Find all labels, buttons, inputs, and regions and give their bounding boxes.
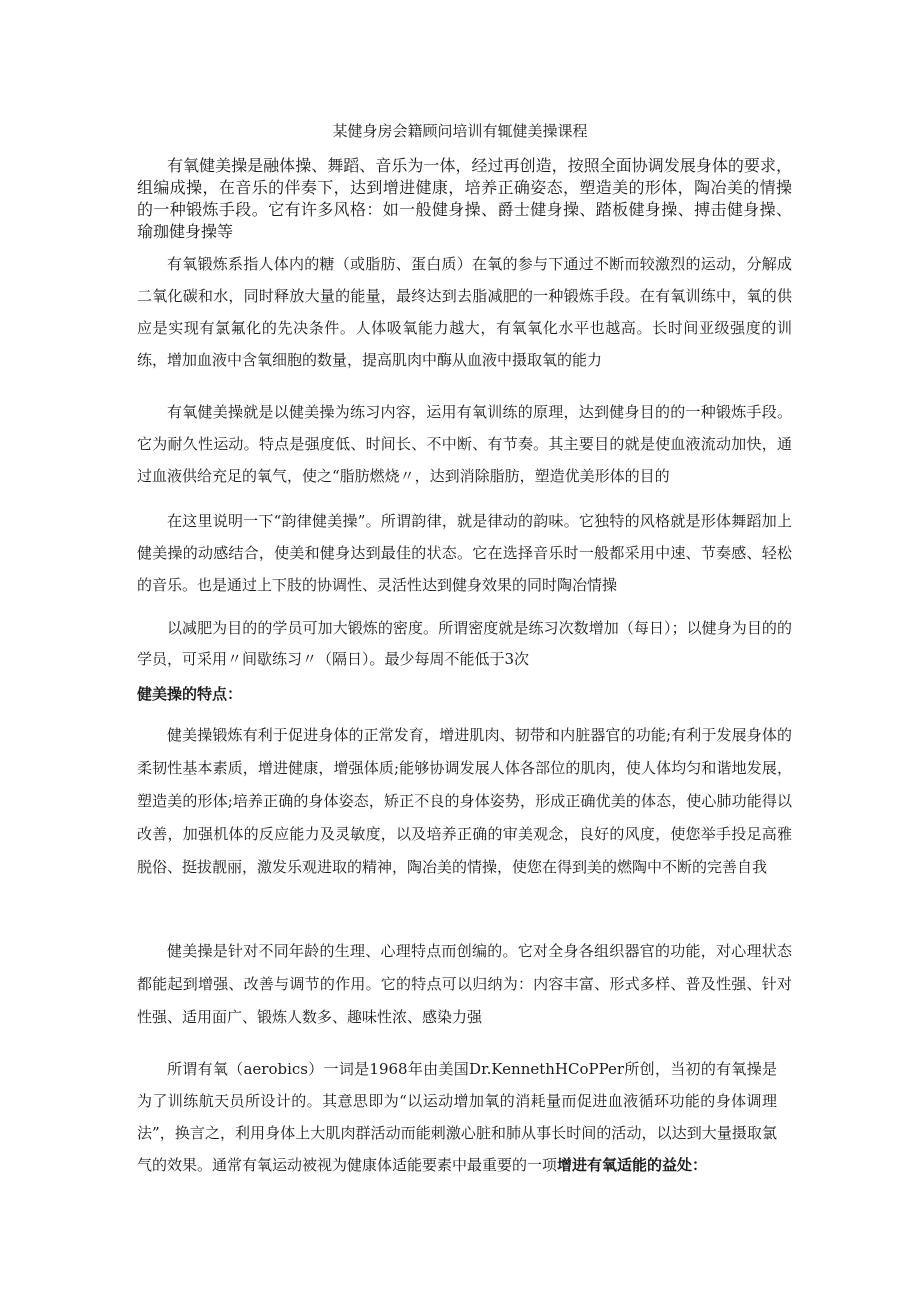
paragraph-rhythm-aerobics: 在这里说明一下“韵律健美操”。所谓韵律，就是律动的韵味。它独特的风格就是形体舞蹈加上健美操的动感结合，使美和健身达到最佳的状态。它在选择音乐时一般都采用中速、节奏感、轻松的音乐。也是通过上下肢的协调性、灵活性达到健身效果的同时陶冶情操 xyxy=(137,512,792,594)
paragraph-aerobics-origin-text: 所谓有氧（aerobics）一词是1968年由美国Dr.KennethHCoPPer所创，当初的有氧操是为了训练航天员所设计的。其意思即为“以运动增加氧的消耗量而促进血液循环功能的身体调理法”，换言之，利用身体上大肌肉群活动而能刺激心脏和肺从事长时间的活动，以达到大量摄取氯气的效果。通常有氧运动被视为健康体适能要素中最重要的一项 xyxy=(137,1060,777,1174)
paragraph-aerobic-dance: 有氧健美操就是以健美操为练习内容，运用有氧训练的原理，达到健身目的的一种锻炼手段。它为耐久性运动。特点是强度低、时间长、不中断、有节奏。其主要目的就是使血液流动加快，通过血液供给充足的氧气，使之“脂肪燃烧〃，达到消除脂肪，塑造优美形体的目的 xyxy=(137,403,792,485)
paragraph-aerobic-exercise: 有氧锻炼系指人体内的糖（或脂肪、蛋白质）在氧的参与下通过不断而较激烈的运动，分解成二氧化碳和水，同时释放大量的能量，最终达到去脂减肥的一种锻炼手段。在有氧训练中，氧的供应是实现有氯氟化的先决条件。人体吸氧能力越大，有氧氧化水平也越高。长时间亚级强度的训练，增加血液中含氧细胞的数量，提高肌肉中酶从血液中摄取氧的能力 xyxy=(137,255,792,369)
paragraph-aerobics-intro: 有氧健美操是融体操、舞蹈、音乐为一体，经过再创造，按照全面协调发展身体的要求，组编成操，在音乐的伴奏下，达到增进健康，培养正确姿态，塑造美的形体，陶冶美的情操的一种锻炼手段。它有许多风格：如一般健身操、爵士健身操、踏板健身操、搏击健身操、瑜珈健身操等 xyxy=(137,156,792,241)
paragraph-training-density: 以减肥为目的的学员可加大锻炼的密度。所谓密度就是练习次数增加（每日）；以健身为目的的学员，可采用〃间歇练习〃（隔日）。最少每周不能低于3次 xyxy=(137,619,792,668)
paragraph-benefits: 健美操锻炼有利于促进身体的正常发育，增进肌肉、韧带和内脏器官的功能;有利于发展身体的柔韧性基本素质，增进健康，增强体质;能够协调发展人体各部位的肌肉，使人体均匀和谐地发展，塑造美的形体;培养正确的身体姿态，矫正不良的身体姿势，形成正确优美的体态，使心肺功能得以改善，加强机体的反应能力及灵敏度，以及培养正确的审美观念，良好的风度，使您举手投足高雅脱俗、挺拔靓丽，激发乐观进取的精神，陶冶美的情操，使您在得到美的燃陶中不断的完善自我 xyxy=(137,726,792,876)
paragraph-characteristics: 健美操是针对不同年龄的生理、心理特点而创编的。它对全身各组织器官的功能，对心理状态都能起到增强、改善与调节的作用。它的特点可以归纳为：内容丰富、形式多样、普及性强、针对性强、适用面广、锻炼人数多、趣味性浓、感染力强 xyxy=(137,942,792,1026)
document-title: 某健身房会籍顾问培训有辄健美操课程 xyxy=(332,122,588,140)
section-heading-features: 健美操的特点： xyxy=(137,685,243,703)
paragraph-aerobics-origin-bold: 增进有氧适能的益处： xyxy=(557,1156,708,1174)
paragraph-aerobics-origin xyxy=(137,1053,777,1181)
